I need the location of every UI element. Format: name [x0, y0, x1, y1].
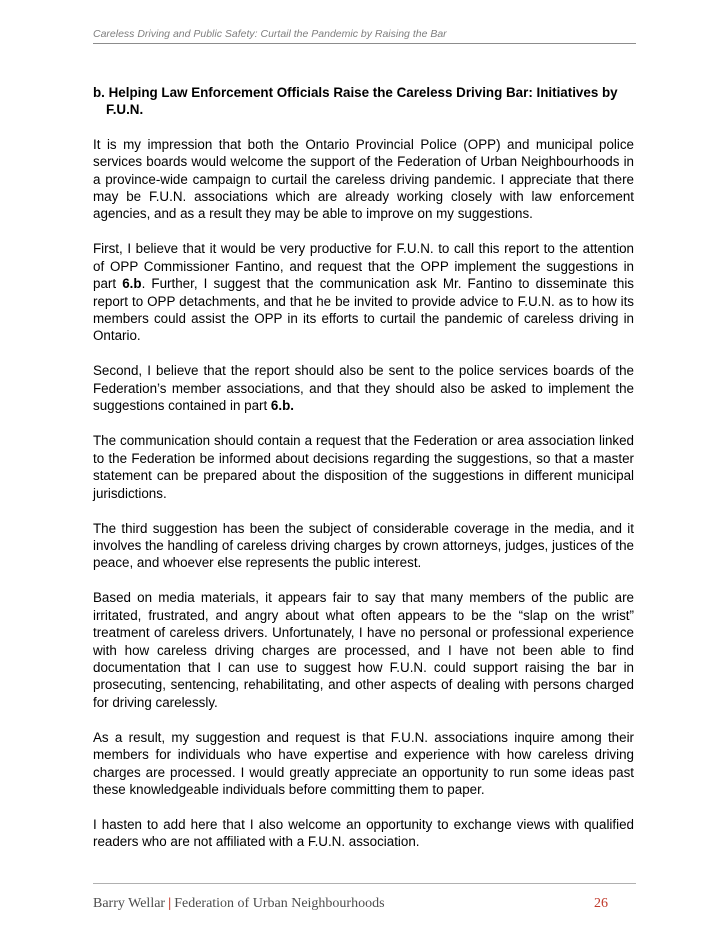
footer-author: Barry Wellar [93, 896, 166, 911]
paragraph-2-part-ref: 6.b [122, 276, 142, 292]
paragraph-2-text-a: First, I believe that it would be very productive for F.U.N. to call this report to the attention of OPP Commissioner Fantino, and request that the OPP implement the suggestions in part [93, 241, 634, 292]
paragraph-6: Based on media materials, it appears fair to say that many members of the public are irritated, frustrated, and angry about what often appears to be the “slap on the wrist” treatment of careless drivers. Unfortunately, I have no personal or professional experience with how careless driving charges are processed, and I have not been able to find documentation that I can use to suggest how F.U.N. could support raising the bar in prosecuting, sentencing, rehabilitating, and other aspects of dealing with persons charged for driving carelessly. [93, 590, 634, 710]
paragraph-4: The communication should contain a request that the Federation or area association linked to the Federation be informed about decisions regarding the suggestions, so that a master statement can be prepared about the disposition of the suggestions in different municipal jurisdictions. [93, 433, 634, 501]
running-header: Careless Driving and Public Safety: Curtail the Pandemic by Raising the Bar [93, 28, 636, 44]
paragraph-8: I hasten to add here that I also welcome an opportunity to exchange views with qualified readers who are not affiliated with a F.U.N. association. [93, 816, 634, 850]
footer-separator: | [168, 896, 172, 911]
paragraph-3 [93, 362, 634, 414]
page-footer [93, 883, 636, 912]
paragraph-2 [93, 240, 634, 344]
paragraph-7: As a result, my suggestion and request is that F.U.N. associations inquire among their members for individuals who have expertise and experience with how careless driving charges are processed. I would greatly appreciate an opportunity to run some ideas past these knowledgeable individuals before committing them to paper. [93, 729, 634, 797]
paragraph-1: It is my impression that both the Ontario Provincial Police (OPP) and municipal police services boards would welcome the support of the Federation of Urban Neighbourhoods in a province-wide campaign to curtail the careless driving pandemic. I appreciate that there may be F.U.N. associations which are already working closely with law enforcement agencies, and as a result they may be able to improve on my suggestions. [93, 136, 634, 222]
paragraph-3-part-ref: 6.b. [270, 398, 294, 414]
paragraph-2-text-b: . Further, I suggest that the communication ask Mr. Fantino to disseminate this report to OPP detachments, and that he be invited to provide advice to F.U.N. as to how its members could assist the OPP in its efforts to curtail the pandemic of careless driving in Ontario. [93, 276, 635, 344]
footer-organization: Federation of Urban Neighbourhoods [174, 896, 385, 911]
paragraph-5: The third suggestion has been the subject of considerable coverage in the media, and it involves the handling of careless driving charges by crown attorneys, judges, justices of the peace, and whoever else represents the public interest. [93, 520, 634, 571]
paragraph-3-text: Second, I believe that the report should also be sent to the police services boards of the Federation’s member associations, and that they should also be asked to implement the suggestions contained in part [93, 363, 634, 414]
document-body [93, 84, 634, 868]
page-number: 26 [594, 896, 608, 911]
section-heading: b. Helping Law Enforcement Officials Raise the Careless Driving Bar: Initiatives by F.U.N. [93, 85, 618, 118]
